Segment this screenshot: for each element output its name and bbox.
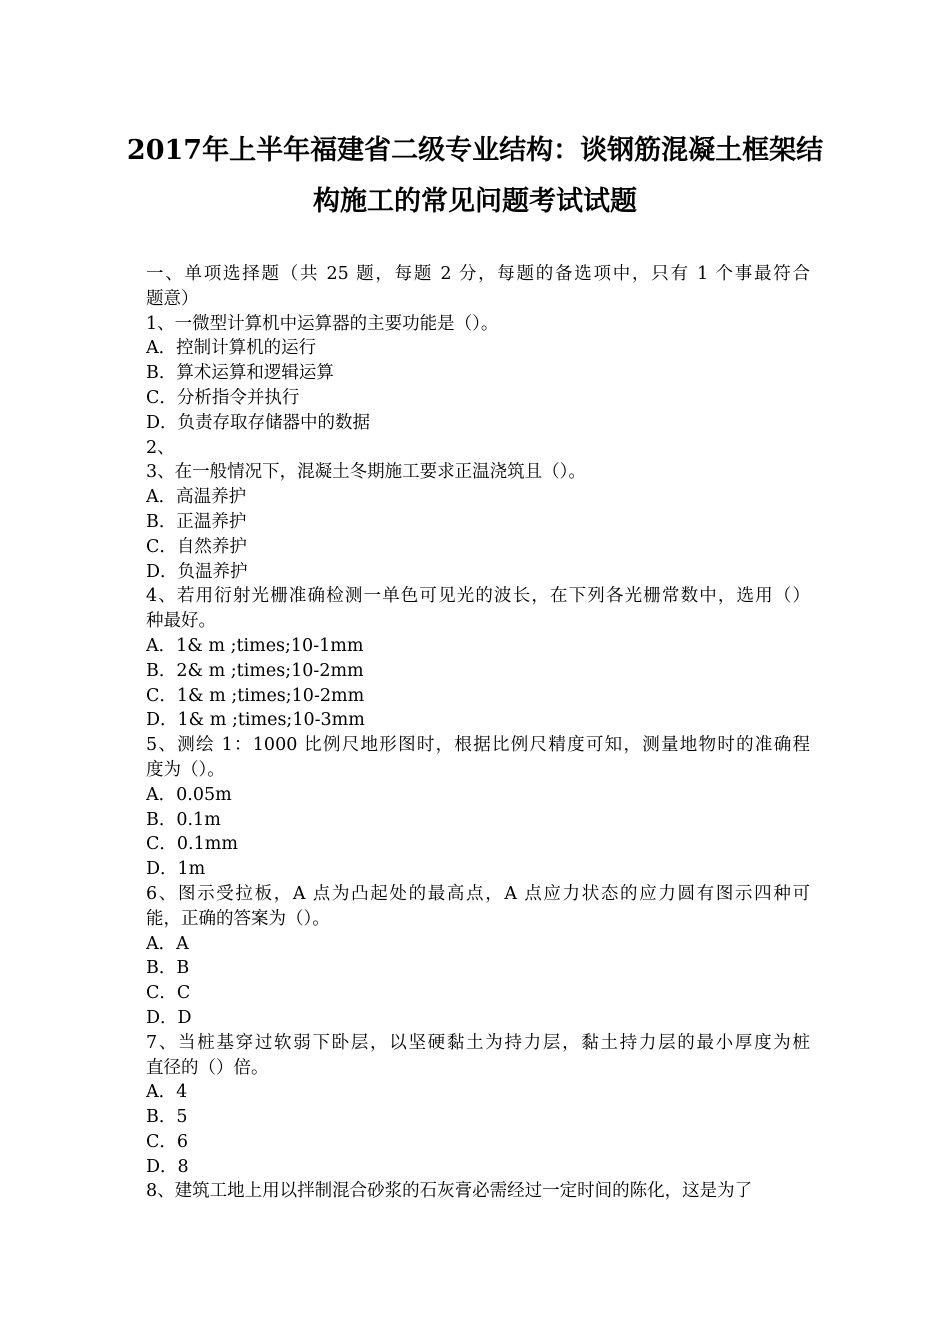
section-heading: 一、单项选择题（共 25 题，每题 2 分，每题的备选项中，只有 1 个事最符合 bbox=[146, 264, 810, 284]
answer-option: D．1m bbox=[146, 859, 206, 880]
question-stem: 6、图示受拉板，A 点为凸起处的最高点，A 点应力状态的应力圆有图示四种可 bbox=[146, 883, 810, 904]
answer-option: C．6 bbox=[146, 1131, 189, 1152]
question-item bbox=[146, 460, 810, 584]
document-title-line-2: 构施工的常见问题考试试题 bbox=[313, 186, 637, 217]
question-stem: 直径的（）倍。 bbox=[146, 1057, 269, 1078]
question-stem: 能，正确的答案为（）。 bbox=[146, 908, 330, 929]
question-item bbox=[146, 1179, 810, 1204]
question-stem: 种最好。 bbox=[146, 611, 216, 632]
question-stem: 3、在一般情况下，混凝土冬期施工要求正温浇筑且（）。 bbox=[146, 462, 586, 483]
question-list bbox=[146, 312, 810, 1205]
answer-option: D．D bbox=[146, 1007, 192, 1028]
answer-option: B．2& m ;times;10-2mm bbox=[146, 660, 364, 681]
question-stem: 8、建筑工地上用以拌制混合砂浆的石灰膏必需经过一定时间的陈化，这是为了 bbox=[146, 1181, 753, 1202]
answer-option: B．0.1m bbox=[146, 809, 221, 830]
answer-option: A．0.05m bbox=[146, 784, 232, 805]
answer-option: C．1& m ;times;10-2mm bbox=[146, 685, 365, 706]
question-item bbox=[146, 584, 810, 733]
question-stem: 2、 bbox=[146, 437, 175, 458]
answer-option: A．1& m ;times;10-1mm bbox=[146, 635, 364, 656]
question-stem: 4、若用衍射光栅准确检测一单色可见光的波长，在下列各光栅常数中，选用（） bbox=[146, 586, 810, 607]
question-stem: 度为（）。 bbox=[146, 759, 225, 780]
answer-option: D．1& m ;times;10-3mm bbox=[146, 710, 365, 731]
question-stem: 7、当桩基穿过软弱下卧层，以坚硬黏土为持力层，黏土持力层的最小厚度为桩 bbox=[146, 1032, 810, 1053]
question-item bbox=[146, 733, 810, 882]
answer-option: A．高温养护 bbox=[146, 487, 247, 508]
question-stem: 1、一微型计算机中运算器的主要功能是（）。 bbox=[146, 313, 499, 334]
answer-option: A．控制计算机的运行 bbox=[146, 338, 317, 359]
answer-option: C．自然养护 bbox=[146, 536, 247, 557]
document-title-line-1: 2017年上半年福建省二级专业结构：谈钢筋混凝土框架结 bbox=[126, 135, 824, 166]
answer-option: C．分析指令并执行 bbox=[146, 387, 300, 408]
answer-option: A．A bbox=[146, 933, 189, 954]
answer-option: C．C bbox=[146, 983, 191, 1004]
answer-option: B．正温养护 bbox=[146, 511, 247, 532]
answer-option: B．B bbox=[146, 958, 190, 979]
answer-option: B．5 bbox=[146, 1107, 188, 1128]
question-item bbox=[146, 1031, 810, 1180]
answer-option: C．0.1mm bbox=[146, 834, 238, 855]
document-body bbox=[146, 262, 810, 1204]
answer-option: D．负温养护 bbox=[146, 561, 248, 582]
answer-option: B．算术运算和逻辑运算 bbox=[146, 363, 334, 384]
question-item bbox=[146, 882, 810, 1031]
answer-option: D．负责存取存储器中的数据 bbox=[146, 412, 371, 433]
question-item bbox=[146, 312, 810, 436]
answer-option: D．8 bbox=[146, 1156, 189, 1177]
question-stem: 5、测绘 1：1000 比例尺地形图时，根据比例尺精度可知，测量地物时的准确程 bbox=[146, 735, 810, 756]
question-item bbox=[146, 436, 810, 461]
answer-option: A．4 bbox=[146, 1082, 188, 1103]
section-heading-continued: 题意） bbox=[146, 288, 199, 309]
